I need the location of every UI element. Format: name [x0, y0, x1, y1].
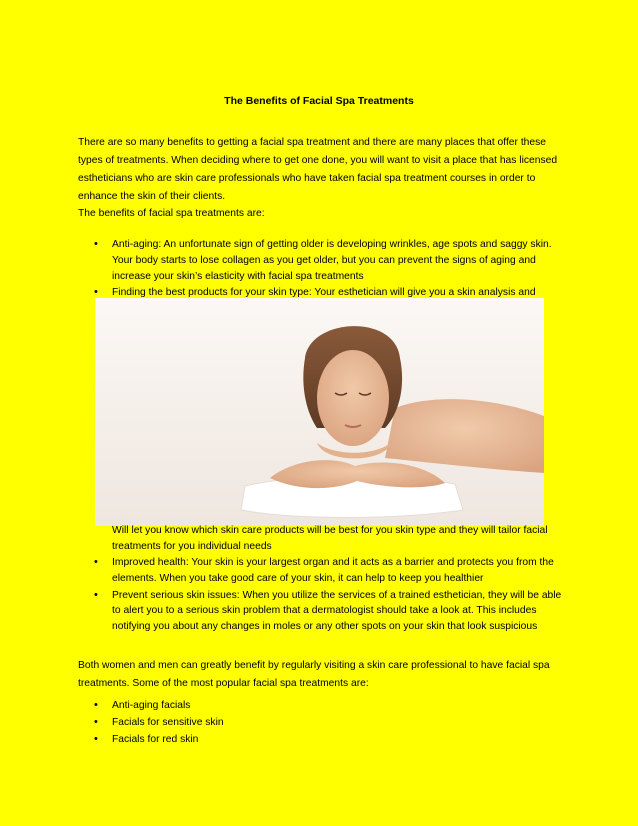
list-item: • Prevent serious skin issues: When you utilize the services of a trained esthetician, they will be able to alert you to a serious skin problem that a dermatologist should take a look at. This includes notifying you about any changes in moles or any other spots on your skin that look suspicious	[78, 588, 568, 635]
list-item: • Improved health: Your skin is your largest organ and it acts as a barrier and protects you from the elements. When you take good care of your skin, it can help to keep you healthier	[78, 555, 568, 587]
list-item: • Anti-aging: An unfortunate sign of getting older is developing wrinkles, age spots and saggy skin. Your body starts to lose collagen as you get older, but you can prevent the signs of aging and increase your skin’s elasticity with facial spa treatments	[78, 237, 568, 284]
document-title: The Benefits of Facial Spa Treatments	[224, 95, 414, 107]
list-item: • Anti-aging facials	[78, 698, 568, 714]
list-item: • Facials for sensitive skin	[78, 715, 568, 731]
benefits-list-b	[78, 555, 568, 636]
list-item: • Finding the best products for your skin type: Your esthetician will give you a skin analysis and	[78, 285, 568, 301]
benefits-heading: The benefits of facial spa treatments are:	[78, 208, 265, 219]
benefits-list-a	[78, 237, 568, 302]
closing-paragraph: Both women and men can greatly benefit by regularly visiting a skin care professional to have facial spa treatments. Some of the most popular facial spa treatments are:	[78, 660, 550, 689]
spa-photo	[95, 298, 544, 526]
treatments-list	[78, 698, 568, 748]
list-item: • Facials for red skin	[78, 732, 568, 748]
benefit-continuation: Will let you know which skin care products will be best for you skin type and they will tailor facial treatments for you individual needs	[112, 525, 548, 552]
spa-photo-illustration	[95, 298, 544, 526]
intro-paragraph: There are so many benefits to getting a facial spa treatment and there are many places that offer these types of treatments. When deciding where to get one done, you will want to visit a place that has licensed estheticians who are skin care professionals who have taken facial spa treatment courses in order to enhance the skin of their clients.	[78, 137, 558, 202]
